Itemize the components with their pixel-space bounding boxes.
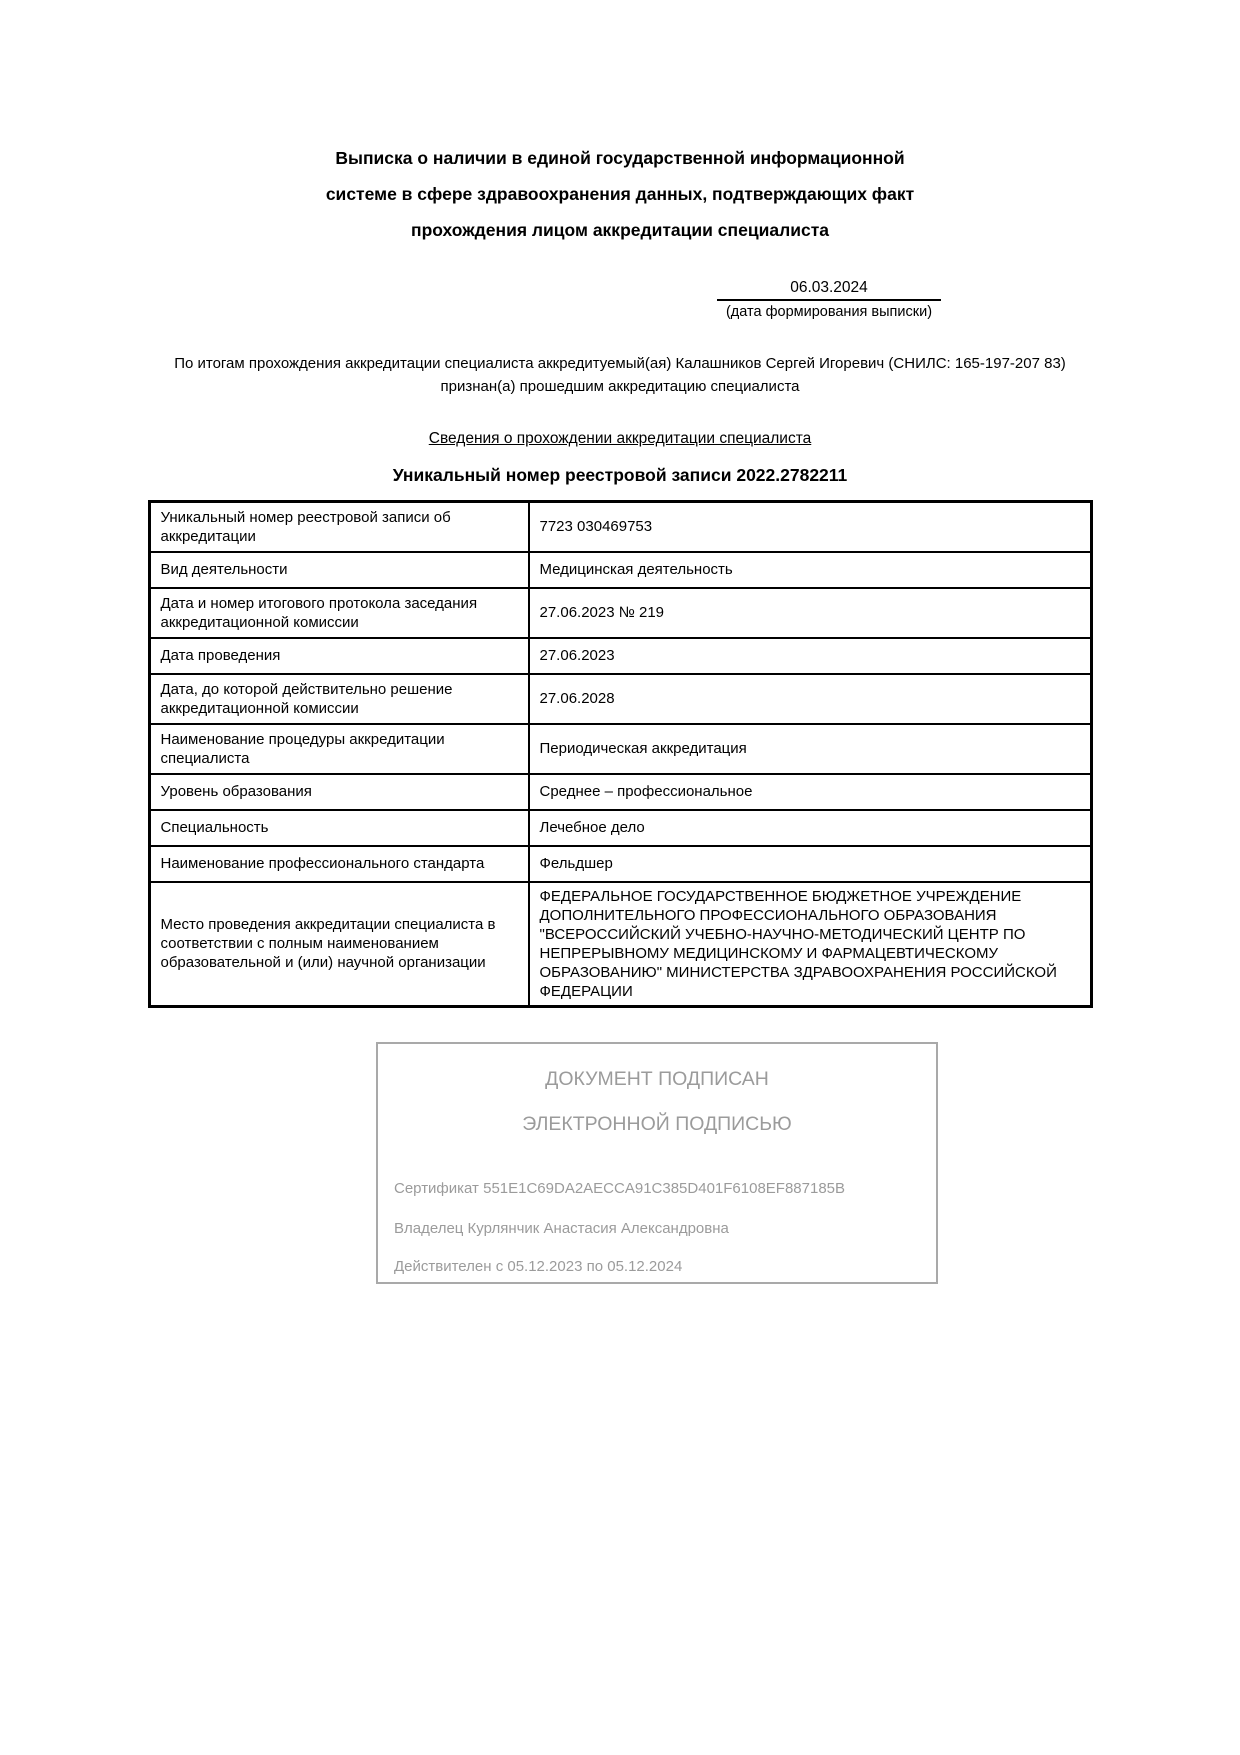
extract-date-block: [717, 278, 941, 322]
row-label: Место проведения аккредитации специалиста в соответствии с полным наименованием образовательной и (или) научной организации: [149, 882, 529, 1007]
table-row: [149, 674, 1091, 724]
signature-validity: Действителен с 05.12.2023 по 05.12.2024: [394, 1257, 683, 1275]
section-heading: Сведения о прохождении аккредитации специалиста: [428, 430, 812, 447]
table-row: [149, 588, 1091, 638]
table-row: [149, 638, 1091, 674]
signature-stamp: [376, 1042, 938, 1284]
row-label: Специальность: [149, 810, 529, 846]
row-label: Дата, до которой действительно решение аккредитационной комиссии: [149, 674, 529, 724]
intro-paragraph: [0, 352, 1240, 398]
accreditation-table: [148, 500, 1093, 1008]
intro-line-1: По итогам прохождения аккредитации специалиста аккредитуемый(ая) Калашников Сергей Игоревич (СНИЛС: 165-197-207 83): [174, 355, 1066, 372]
signature-title-line-1: ДОКУМЕНТ ПОДПИСАН: [545, 1067, 769, 1090]
row-label: Дата и номер итогового протокола заседания аккредитационной комиссии: [149, 588, 529, 638]
row-value: Медицинская деятельность: [529, 552, 1092, 588]
table-row: [149, 882, 1091, 1007]
row-value: 27.06.2028: [529, 674, 1092, 724]
signature-owner: Владелец Курлянчик Анастасия Александровна: [394, 1219, 729, 1237]
row-label: Вид деятельности: [149, 552, 529, 588]
row-value: 7723 030469753: [529, 502, 1092, 552]
table-row: [149, 810, 1091, 846]
row-value: ФЕДЕРАЛЬНОЕ ГОСУДАРСТВЕННОЕ БЮДЖЕТНОЕ УЧРЕЖДЕНИЕ ДОПОЛНИТЕЛЬНОГО ПРОФЕССИОНАЛЬНОГО ОБРАЗОВАНИЯ "ВСЕРОССИЙСКИЙ УЧЕБНО-НАУЧНО-МЕТОДИЧЕСКИЙ ЦЕНТР ПО НЕПРЕРЫВНОМУ МЕДИЦИНСКОМУ И ФАРМАЦЕВТИЧЕСКОМУ ОБРАЗОВАНИЮ" МИНИСТЕРСТВА ЗДРАВООХРАНЕНИЯ РОССИЙСКОЙ ФЕДЕРАЦИИ: [529, 882, 1092, 1007]
signature-certificate: Сертификат 551E1C69DA2AECCA91C385D401F6108EF887185B: [394, 1179, 846, 1197]
signature-title-line-2: ЭЛЕКТРОННОЙ ПОДПИСЬЮ: [522, 1112, 792, 1135]
row-value: Фельдшер: [529, 846, 1092, 882]
registry-number-heading: Уникальный номер реестровой записи 2022.2782211: [392, 465, 848, 485]
table-row: [149, 846, 1091, 882]
document-title-line-3: прохождения лицом аккредитации специалиста: [411, 220, 829, 240]
document-title-line-1: Выписка о наличии в единой государственной информационной: [335, 148, 905, 168]
table-row: [149, 502, 1091, 552]
row-value: 27.06.2023 № 219: [529, 588, 1092, 638]
row-label: Уникальный номер реестровой записи об аккредитации: [149, 502, 529, 552]
row-label: Наименование профессионального стандарта: [149, 846, 529, 882]
row-value: Лечебное дело: [529, 810, 1092, 846]
row-value: Периодическая аккредитация: [529, 724, 1092, 774]
table-row: [149, 724, 1091, 774]
row-value: 27.06.2023: [529, 638, 1092, 674]
extract-date-caption: (дата формирования выписки): [725, 304, 933, 320]
document-title-line-2: системе в сфере здравоохранения данных, подтверждающих факт: [325, 184, 915, 204]
row-label: Наименование процедуры аккредитации специалиста: [149, 724, 529, 774]
table-row: [149, 552, 1091, 588]
table-row: [149, 774, 1091, 810]
document-title: [0, 140, 1240, 248]
row-label: Дата проведения: [149, 638, 529, 674]
row-value: Среднее – профессиональное: [529, 774, 1092, 810]
extract-date: 06.03.2024: [717, 278, 941, 301]
intro-line-2: признан(а) прошедшим аккредитацию специалиста: [440, 378, 800, 395]
row-label: Уровень образования: [149, 774, 529, 810]
